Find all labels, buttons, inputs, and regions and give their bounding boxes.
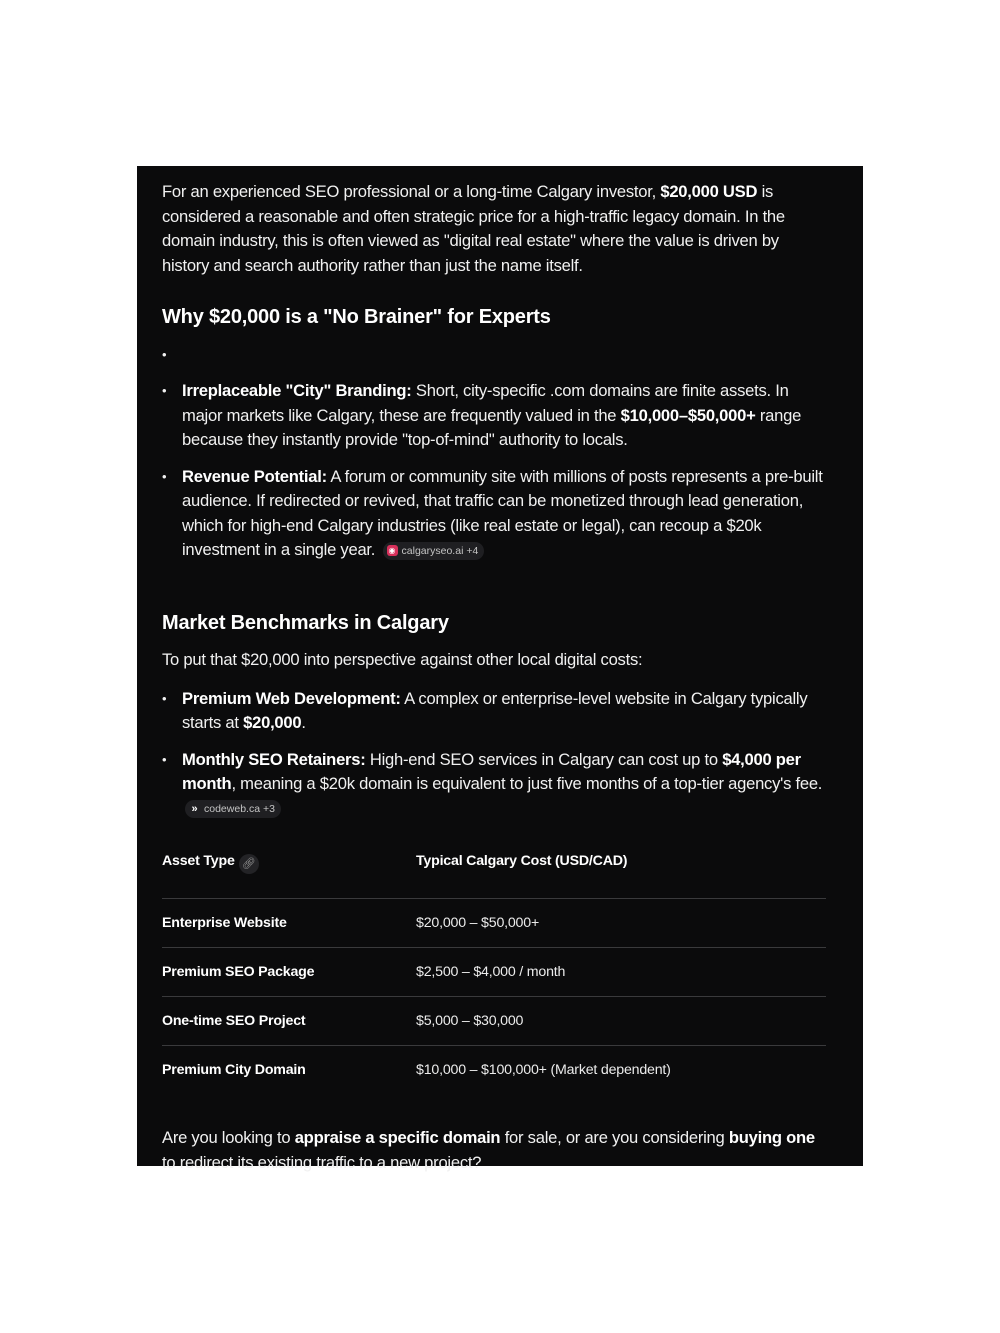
source-chip[interactable] xyxy=(185,800,281,818)
why-heading: Why $20,000 is a "No Brainer" for Experts xyxy=(162,306,551,328)
item-text: , meaning a $20k domain is equivalent to just five months of a top-tier agency's fee. xyxy=(231,774,823,793)
market-heading: Market Benchmarks in Calgary xyxy=(162,611,449,634)
header-label: Asset Type xyxy=(162,853,235,869)
item-title: Premium Web Development: xyxy=(182,688,401,708)
item-text: A forum or community site with millions of posts represents a pre-built audience. If redirected or revived, that traffic can be monetized through lead generation, which for high-end Calgary industries (like real estate or legal), can recoup a $20k investment in a single year. xyxy=(182,466,823,559)
market-intro: To put that $20,000 into perspective against other local digital costs: xyxy=(162,649,643,669)
table-row xyxy=(162,948,826,997)
table-header-cost: Typical Calgary Cost (USD/CAD) xyxy=(416,847,826,899)
table-row xyxy=(162,899,826,948)
table-header-asset-type xyxy=(162,847,416,899)
table-cell-cost: $10,000 – $100,000+ (Market dependent) xyxy=(416,1062,671,1078)
item-text: Short, city-specific .com domains are finite assets. In major markets like Calgary, these are frequently valued in the xyxy=(182,381,789,425)
item-text: High-end SEO services in Calgary can cost up to xyxy=(365,749,723,769)
list-item xyxy=(162,465,827,563)
closing-emphasis: buying one xyxy=(728,1128,815,1147)
closing-emphasis: appraise a specific domain xyxy=(294,1128,501,1147)
item-emphasis: $4,000 per month xyxy=(182,749,801,793)
source-chip-label: codeweb.ca +3 xyxy=(204,803,275,815)
source-chip-label: calgaryseo.ai +4 xyxy=(401,544,479,557)
bullet: • xyxy=(162,347,167,362)
bullet: • xyxy=(162,383,167,398)
table-cell-asset: One-time SEO Project xyxy=(162,997,416,1046)
closing-text: to redirect its existing traffic to a new project? xyxy=(162,1152,482,1172)
bullet: • xyxy=(162,751,167,767)
calgaryseo-favicon-icon: ◉ xyxy=(387,545,398,556)
intro-price: $20,000 USD xyxy=(660,182,758,201)
closing-text: for sale, or are you considering xyxy=(500,1128,729,1147)
table-row xyxy=(162,1046,826,1095)
list-item xyxy=(162,379,827,453)
item-text: . xyxy=(301,713,306,732)
closing-text: Are you looking to xyxy=(162,1128,295,1147)
intro-text: For an experienced SEO professional or a long-time Calgary investor, xyxy=(162,182,661,201)
empty-list-item xyxy=(162,343,827,367)
intro-text: is considered a reasonable and often strategic price for a high-traffic legacy domain. In the domain industry, this is often viewed as "digital real estate" where the value is driven by history and search authority rather than just the name itself. xyxy=(162,182,785,275)
item-text: range because they instantly provide "top-of-mind" authority to locals. xyxy=(182,405,802,449)
cost-table xyxy=(162,847,826,1094)
why-list xyxy=(162,343,827,563)
table-cell-asset: Enterprise Website xyxy=(162,899,416,948)
table-cell-cost: $20,000 – $50,000+ xyxy=(416,899,826,948)
list-item xyxy=(162,748,827,822)
codeweb-favicon-icon: » xyxy=(191,802,198,815)
table-cell-asset: Premium SEO Package xyxy=(162,948,416,997)
item-title: Irreplaceable "City" Branding: xyxy=(182,381,412,400)
item-emphasis: $20,000 xyxy=(243,713,302,732)
item-text: A complex or enterprise-level website in Calgary typically starts at xyxy=(182,688,808,732)
list-item xyxy=(162,687,827,736)
closing-question xyxy=(162,1126,827,1175)
market-list xyxy=(162,687,827,822)
table-cell-cost: $5,000 – $30,000 xyxy=(416,997,826,1046)
item-emphasis: $10,000–$50,000+ xyxy=(620,405,756,425)
item-title: Monthly SEO Retainers: xyxy=(182,749,366,769)
table-row xyxy=(162,997,826,1046)
response-panel xyxy=(137,166,863,1172)
table-header-row xyxy=(162,847,826,899)
link-icon[interactable]: 🔗︎ xyxy=(239,854,259,874)
source-chip[interactable] xyxy=(383,542,485,560)
table-cell-asset: Premium City Domain xyxy=(162,1062,306,1078)
bullet: • xyxy=(162,690,167,706)
bullet: • xyxy=(162,468,167,484)
table-cell-cost: $2,500 – $4,000 / month xyxy=(416,948,826,997)
intro-paragraph xyxy=(162,180,827,278)
item-title: Revenue Potential: xyxy=(182,466,327,486)
